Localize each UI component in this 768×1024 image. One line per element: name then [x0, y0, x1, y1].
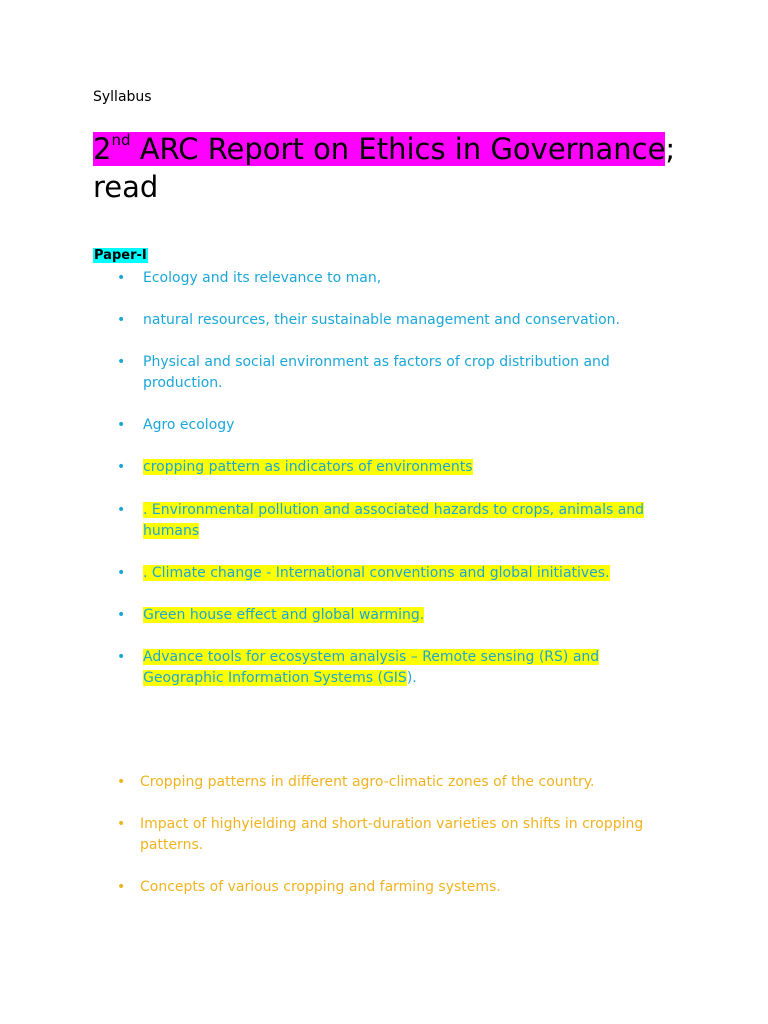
bullet-icon: •	[117, 312, 126, 328]
heading-number: 2	[93, 132, 112, 166]
list-item-text: Green house effect and global warming.	[143, 607, 425, 623]
list-item	[117, 877, 677, 898]
list-item	[117, 772, 677, 793]
bullet-icon: •	[117, 879, 126, 895]
list-item	[117, 563, 677, 584]
bullet-icon: •	[117, 417, 126, 433]
heading-highlight	[93, 132, 665, 166]
list-item-text: Concepts of various cropping and farming systems.	[140, 879, 501, 895]
list-item-trailing-text: ).	[406, 670, 417, 686]
list-item	[117, 605, 677, 626]
list-item-text: cropping pattern as indicators of environments	[143, 459, 473, 475]
list-item	[117, 352, 677, 394]
bullet-icon: •	[117, 270, 126, 286]
list-item-text: . Climate change - International conventions and global initiatives.	[143, 565, 610, 581]
bullet-icon: •	[117, 459, 126, 475]
list-item	[117, 310, 677, 331]
heading-superscript: nd	[111, 131, 131, 149]
list-item-text: Advance tools for ecosystem analysis – Remote sensing (RS) and Geographic Information Systems (GIS	[143, 649, 600, 686]
list-item-text: natural resources, their sustainable management and conservation.	[143, 312, 620, 328]
bullet-icon: •	[117, 502, 126, 518]
heading-trailing-text: ; read	[93, 132, 676, 204]
bullet-icon: •	[117, 816, 126, 832]
bullet-icon: •	[117, 354, 126, 370]
list-item	[117, 647, 677, 689]
list-item	[117, 814, 677, 856]
list-item-text: Impact of highyielding and short-duration varieties on shifts in cropping patterns.	[140, 816, 644, 853]
bullet-icon: •	[117, 774, 126, 790]
list-item-text: Cropping patterns in different agro-climatic zones of the country.	[140, 774, 595, 790]
bullet-icon: •	[117, 649, 126, 665]
list-item	[117, 500, 677, 542]
list-item-text: . Environmental pollution and associated hazards to crops, animals and humans	[143, 502, 645, 539]
list-item	[117, 415, 677, 436]
main-heading	[93, 130, 733, 206]
list-item-text: Physical and social environment as factors of crop distribution and production.	[143, 354, 610, 391]
list-item-text: Agro ecology	[143, 417, 235, 433]
list-item	[117, 457, 677, 478]
bullet-icon: •	[117, 607, 126, 623]
syllabus-label: Syllabus	[93, 89, 152, 105]
list-item	[117, 268, 677, 289]
paper-label: Paper-I	[94, 248, 147, 263]
list-item-text: Ecology and its relevance to man,	[143, 270, 382, 286]
bullet-icon: •	[117, 565, 126, 581]
heading-highlighted-text: ARC Report on Ethics in Governance	[130, 132, 666, 166]
